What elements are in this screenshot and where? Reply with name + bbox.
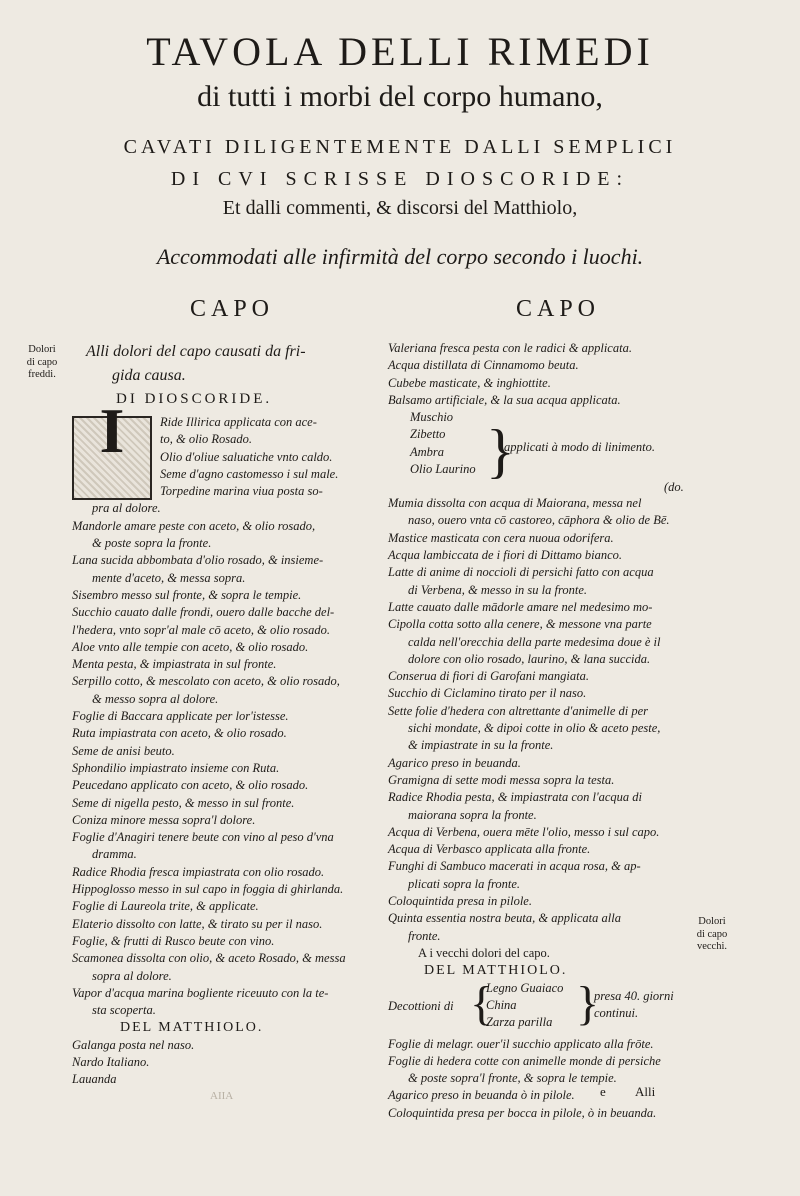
remedy-line: fronte. xyxy=(408,928,441,943)
remedy-line: Succhio di Ciclamino tirato per il naso. xyxy=(388,686,587,701)
remedy-line: plicati sopra la fronte. xyxy=(408,876,521,891)
remedy-line: mente d'aceto, & messa sopra. xyxy=(92,570,246,585)
remedy-line: Olio d'oliue saluatiche vnto caldo. xyxy=(160,449,333,464)
right-brace-icon: } xyxy=(576,976,600,1030)
remedy-line: Agarico preso in beuanda ò in pilole. xyxy=(388,1088,575,1103)
remedy-line: Conserua di fiori di Garofani mangiata. xyxy=(388,669,589,684)
remedy-line: Mandorle amare peste con aceto, & olio rosado, xyxy=(72,518,316,533)
right-column-heading: CAPO xyxy=(515,296,601,322)
remedy-line: Acqua di Verbasco applicata alla fronte. xyxy=(388,842,591,857)
remedy-line: l'hedera, vnto sopr'al male cō aceto, & olio rosado. xyxy=(72,622,330,637)
remedy-line: Ride Illirica applicata con ace- xyxy=(160,415,317,429)
remedy-line: Funghi di Sambuco macerati in acqua rosa, & ap- xyxy=(388,859,641,874)
brace-item: Olio Laurino xyxy=(410,462,476,477)
remedy-line: Seme di nigella pesto, & messo in sul fronte. xyxy=(72,795,295,810)
remedy-line: Aloe vnto alle tempie con aceto, & olio rosado. xyxy=(72,639,309,654)
right-column xyxy=(388,340,688,1122)
decoction-group xyxy=(388,976,688,1036)
remedy-line: Foglie di hedera cotte con animelle monde di persiche xyxy=(388,1053,661,1068)
remedy-line: & poste sopra'l fronte, & sopra le tempie. xyxy=(408,1071,617,1086)
remedy-line: & messo sopra al dolore. xyxy=(92,691,219,706)
remedy-line: dramma. xyxy=(92,847,137,862)
left-column-heading: CAPO xyxy=(189,296,275,322)
brace-items xyxy=(410,409,476,478)
signature-mark: e xyxy=(600,1084,606,1099)
remedy-line: Succhio cauato dalle frondi, ouero dalle bacche del- xyxy=(72,605,335,620)
left-column xyxy=(72,340,378,1089)
page-title: TAVOLA DELLI RIMEDI xyxy=(146,29,654,74)
brace-item: Ambra xyxy=(410,444,445,459)
remedy-line: Latte cauato dalle mādorle amare nel medesimo mo- xyxy=(388,599,653,614)
remedy-line: Latte di anime di noccioli di persichi fatto con acqua xyxy=(388,565,654,580)
remedy-line: Seme d'agno castomesso i sul male. xyxy=(160,466,339,481)
remedy-line: Nardo Italiano. xyxy=(72,1054,150,1069)
section-title-cont: gida causa. xyxy=(112,367,186,384)
catchword: Alli xyxy=(635,1084,656,1099)
section-author: DI DIOSCORIDE. xyxy=(116,391,273,407)
section-title: Alli dolori del capo causati da fri- xyxy=(86,343,306,360)
decoction-item: Zarza parilla xyxy=(486,1015,553,1030)
remedy-line: Seme de anisi beuto. xyxy=(72,743,175,758)
left-brace-icon: { xyxy=(470,976,494,1030)
remedy-line: naso, ouero vnta cō castoreo, cāphora & olio de Bē. xyxy=(408,513,670,528)
remedy-line: Sphondilio impiastrato insieme con Ruta. xyxy=(72,760,280,775)
remedy-line: maiorana sopra la fronte. xyxy=(408,807,537,822)
remedy-line: Menta pesta, & impiastrata in sul fronte. xyxy=(72,657,277,672)
brace-item: Muschio xyxy=(410,410,454,425)
title-caps-line-2: DI CVI SCRISSE DIOSCORIDE: xyxy=(170,168,630,190)
right-margin-note: Dolori di capo vecchi. xyxy=(696,916,728,952)
title-italic-line: Accommodati alle infirmità del corpo secondo i luochi. xyxy=(156,244,644,269)
decoction-item: Legno Guaiaco xyxy=(486,980,564,995)
remedy-line: Mumia dissolta con acqua di Maiorana, messa nel xyxy=(388,496,642,511)
remedy-line: Radice Rhodia fresca impiastrata con olio rosado. xyxy=(72,864,325,879)
matthiolo-heading: DEL MATTHIOLO. xyxy=(424,963,568,979)
remedy-line: sichi mondate, & dipoi cotte in olio & aceto peste, xyxy=(408,721,661,736)
remedy-line: Foglie di Laureola trite, & applicate. xyxy=(72,899,259,914)
remedy-line: Foglie di melagr. ouer'il succhio applicato alla frōte. xyxy=(388,1036,654,1051)
title-caps-line-1: CAVATI DILIGENTEMENTE DALLI SEMPLICI xyxy=(123,136,677,158)
remedy-line: Radice Rhodia pesta, & impiastrata con l'acqua di xyxy=(388,790,643,805)
matthiolo-heading: DEL MATTHIOLO. xyxy=(120,1020,264,1036)
remedy-line: Cipolla cotta sotto alla cenere, & messone vna parte xyxy=(388,617,652,632)
remedy-line: Coloquintida presa per bocca in pilole, ò in beuanda. xyxy=(388,1105,657,1120)
remedy-line: Serpillo cotto, & mescolato con aceto, & olio rosado, xyxy=(72,674,340,689)
page-subtitle: di tutti i morbi del corpo humano, xyxy=(197,80,603,113)
remedy-line: Coloquintida presa in pilole. xyxy=(388,894,532,909)
decoction-suffix: presa 40. giorni continui. xyxy=(594,988,674,1020)
remedy-line: Elaterio dissolto con latte, & tirato su per il naso. xyxy=(72,916,323,931)
remedy-line: Quinta essentia nostra beuta, & applicata alla xyxy=(388,911,621,926)
remedy-line: Vapor d'acqua marina bogliente riceuuto con la te- xyxy=(72,985,329,1000)
remedy-line: to, & olio Rosado. xyxy=(160,432,253,447)
decorated-initial: I xyxy=(72,416,152,500)
decoction-items xyxy=(486,980,563,1032)
vecchi-title: A i vecchi dolori del capo. xyxy=(418,945,550,960)
remedy-line: Coniza minore messa sopra'l dolore. xyxy=(72,812,256,827)
remedy-line: Foglie di Baccara applicate per lor'istesse. xyxy=(72,709,289,724)
remedy-line: & poste sopra la fronte. xyxy=(92,536,212,551)
remedy-line: dolore con olio rosado, laurino, & lana succida. xyxy=(408,651,651,666)
brace-item: Zibetto xyxy=(410,427,446,442)
remedy-line: Ruta impiastrata con aceto, & olio rosado. xyxy=(72,726,287,741)
remedy-line: Lana sucida abbombata d'olio rosado, & insieme- xyxy=(72,553,324,568)
remedy-line: & impiastrate in su la fronte. xyxy=(408,738,554,753)
remedy-line: Scamonea dissolta con olio, & aceto Rosado, & messa xyxy=(72,951,346,966)
remedy-line: Agarico preso in beuanda. xyxy=(388,755,521,770)
remedy-line: pra al dolore. xyxy=(92,501,161,516)
remedy-line: sta scoperta. xyxy=(92,1003,156,1018)
remedy-line: Sette folie d'hedera con altrettante d'animelle di per xyxy=(388,703,649,718)
remedy-line: sopra al dolore. xyxy=(92,968,172,983)
overflow-fragment: (do. xyxy=(664,480,684,494)
remedy-line: Acqua distillata di Cinnamomo beuta. xyxy=(388,358,579,373)
left-margin-note: Dolori di capo freddi. xyxy=(26,344,58,380)
decoction-item: China xyxy=(486,997,517,1012)
remedy-line: Valeriana fresca pesta con le radici & applicata. xyxy=(388,341,632,355)
remedy-line: Acqua di Verbena, ouera mēte l'olio, messo i sul capo. xyxy=(388,824,660,839)
remedy-line: Acqua lambiccata de i fiori di Dittamo bianco. xyxy=(388,548,622,563)
remedy-line: di Verbena, & messo in su la fronte. xyxy=(408,582,588,597)
remedy-line: Foglie, & frutti di Rusco beute con vino. xyxy=(72,933,275,948)
remedy-line: Cubebe masticate, & inghiottite. xyxy=(388,375,551,390)
decoction-prefix: Decottioni di xyxy=(388,998,454,1013)
remedy-line: Galanga posta nel naso. xyxy=(72,1037,195,1052)
remedy-line: Torpedine marina viua posta so- xyxy=(160,484,323,499)
remedy-line: Hippoglosso messo in sul capo in foggia di ghirlanda. xyxy=(72,882,344,897)
brace-group xyxy=(388,409,688,495)
remedy-line: Gramigna di sette modi messa sopra la testa. xyxy=(388,772,615,787)
brace-icon: } xyxy=(486,418,515,485)
remedy-line: calda nell'orecchia della parte medesima doue è il xyxy=(408,634,661,649)
remedy-line: Foglie d'Anagiri tenere beute con vino al peso d'vna xyxy=(72,830,334,845)
remedy-line: Balsamo artificiale, & la sua acqua applicata. xyxy=(388,392,621,407)
remedy-line: Peucedano applicato con aceto, & olio rosado. xyxy=(72,778,309,793)
title-line-3: Et dalli commenti, & discorsi del Matthiolo, xyxy=(222,197,578,219)
remedy-line: Lauanda xyxy=(72,1072,117,1087)
remedy-line: Mastice masticata con cera nuoua odorifera. xyxy=(388,530,614,545)
faint-mark: AIIA xyxy=(210,1090,234,1102)
remedy-line: Sisembro messo sul fronte, & sopra le tempie. xyxy=(72,587,302,602)
brace-label: applicati à modo di linimento. xyxy=(504,440,656,455)
